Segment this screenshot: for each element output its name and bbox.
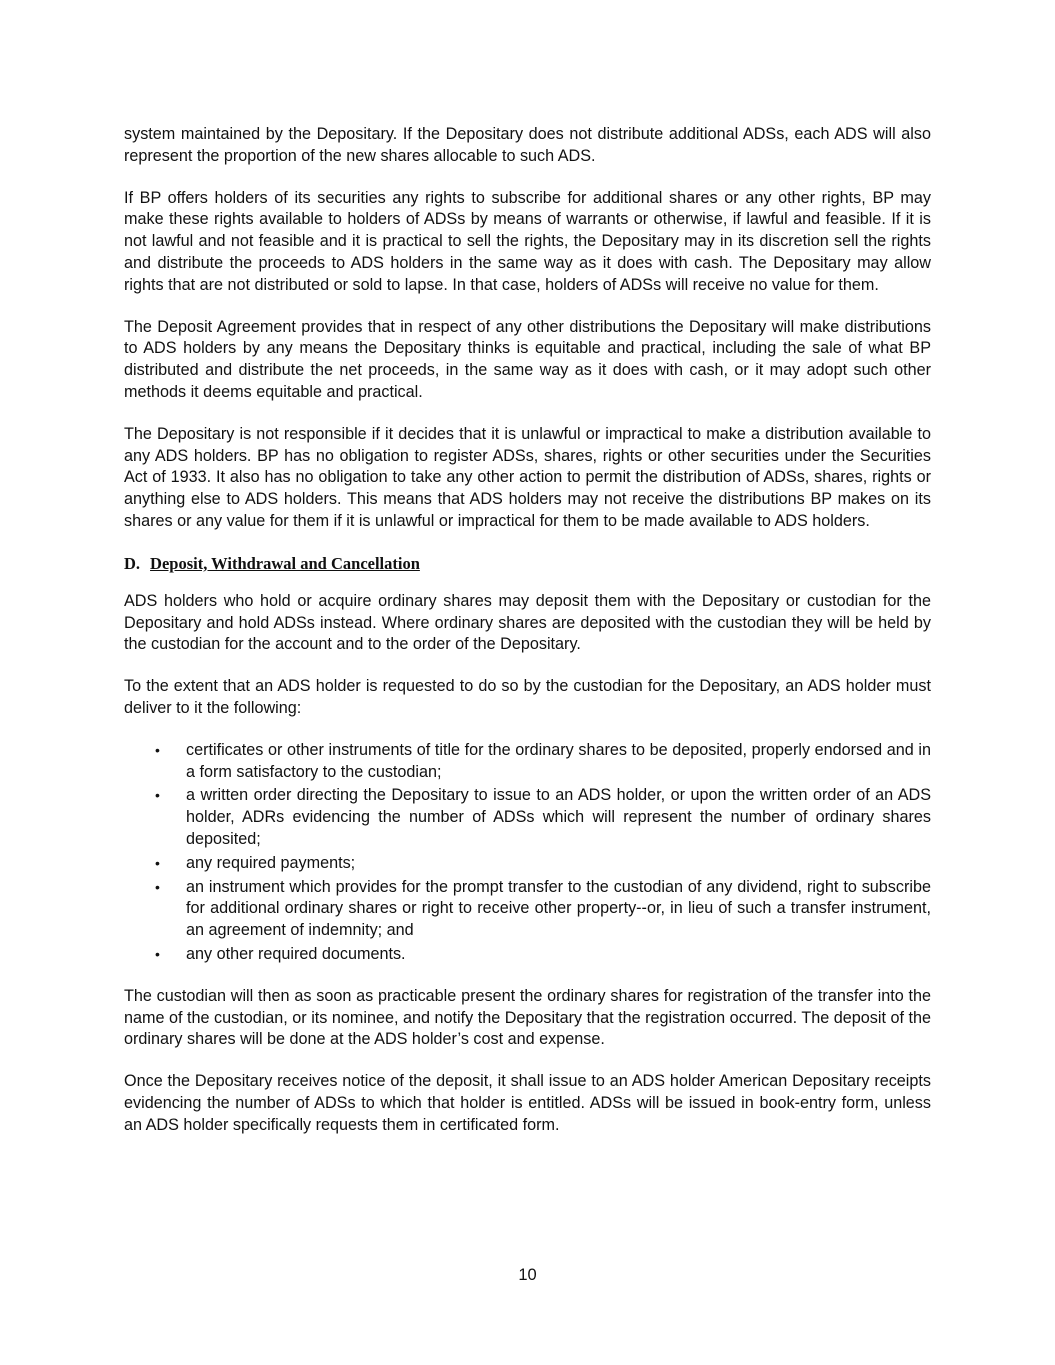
paragraph-distribution-continued: system maintained by the Depositary. If the Depositary does not distribute additional ADSs, each ADS will also represent the proportion of the new shares allocable to such ADS. <box>124 125 931 165</box>
section-letter: D. <box>124 553 141 573</box>
paragraph-custodian-registration: The custodian will then as soon as practicable present the ordinary shares for registration of the transfer into the name of the custodian, or its nominee, and notify the Depositary that the registration occurred. The deposit of the ordinary shares will be done at the ADS holder’s cost and expense. <box>124 986 931 1049</box>
page-number: 10 <box>518 1266 537 1284</box>
bullet-icon: • <box>155 945 160 962</box>
list-item <box>124 944 931 966</box>
paragraph-issue-receipts: Once the Depositary receives notice of the deposit, it shall issue to an ADS holder American Depositary receipts evidencing the number of ADSs to which that holder is entitled. ADSs will be issued in book-entry form, unless an ADS holder specifically requests them in certificated form. <box>124 1072 931 1134</box>
bullet-icon: • <box>155 854 160 871</box>
list-item-text: any required payments; <box>186 853 356 872</box>
paragraph-deliver-following: To the extent that an ADS holder is requested to do so by the custodian for the Depositary, an ADS holder must deliver to it the following: <box>124 677 931 717</box>
list-item <box>124 740 931 784</box>
section-title: Deposit, Withdrawal and Cancellation <box>150 553 420 573</box>
list-item-text: a written order directing the Depositary to issue to an ADS holder, or upon the written order of an ADS holder, ADRs evidencing the number of ADSs which will represent the number of ordinary shares deposited; <box>186 786 931 848</box>
list-item-text: an instrument which provides for the prompt transfer to the custodian of any dividend, right to subscribe for additional ordinary shares or right to receive other property--or, in lieu of such a transfer instrument, an agreement of indemnity; and <box>186 877 931 940</box>
document-page <box>124 124 931 1156</box>
bullet-icon: • <box>155 787 160 804</box>
list-item-text: certificates or other instruments of title for the ordinary shares to be deposited, properly endorsed and in a form satisfactory to the custodian; <box>186 740 931 781</box>
paragraph-other-distributions: The Deposit Agreement provides that in respect of any other distributions the Depositary will make distributions to ADS holders by any means the Depositary thinks is equitable and practical, including the sale of what BP distributed and distribute the net proceeds, in the same way as it does with cash, or it may adopt such other methods it deems equitable and practical. <box>124 317 931 401</box>
section-heading <box>124 553 931 575</box>
paragraph-deposit-shares: ADS holders who hold or acquire ordinary shares may deposit them with the Depositary or custodian for the Depositary and hold ADSs instead. Where ordinary shares are deposited with the custodian they will be held by the custodian for the account and to the order of the Depositary. <box>124 591 931 654</box>
bullet-icon: • <box>155 878 160 895</box>
bullet-icon: • <box>155 741 160 758</box>
list-item <box>124 785 931 850</box>
list-item <box>124 853 931 875</box>
paragraph-depositary-not-responsible: The Depositary is not responsible if it decides that it is unlawful or impractical to make a distribution available to any ADS holders. BP has no obligation to register ADSs, shares, rights or other securities under the Securities Act of 1933. It also has no obligation to take any other action to permit the distribution of ADSs, shares, rights or anything else to ADS holders. This means that ADS holders may not receive the distributions BP makes on its shares or any value for them if it is unlawful or impractical for them to be made available to ADS holders. <box>124 424 931 530</box>
paragraph-rights-offering: If BP offers holders of its securities any rights to subscribe for additional shares or any other rights, BP may make these rights available to holders of ADSs by means of warrants or otherwise, if lawful and feasible. If it is not lawful and not feasible and it is practical to sell the rights, the Depositary may in its discretion sell the rights and distribute the proceeds to ADS holders in the same way as it does with cash. The Depositary may allow rights that are not distributed or sold to lapse. In that case, holders of ADSs will receive no value for them. <box>124 188 931 294</box>
list-item <box>124 877 931 942</box>
requirements-list <box>124 740 931 966</box>
list-item-text: any other required documents. <box>186 944 406 963</box>
